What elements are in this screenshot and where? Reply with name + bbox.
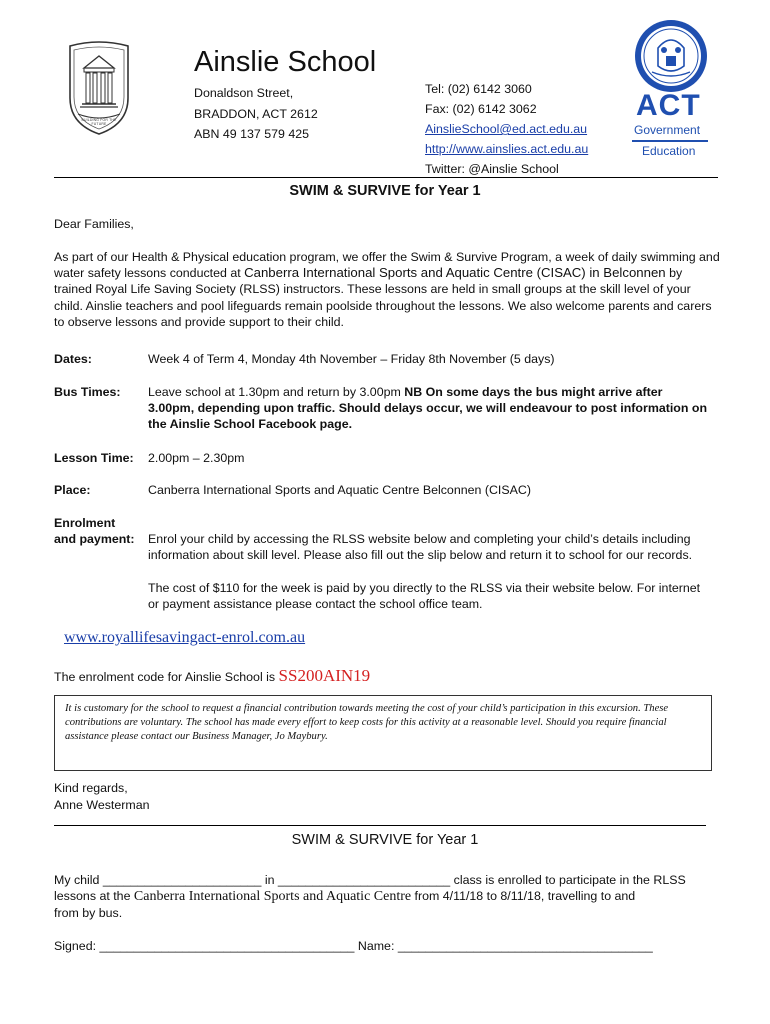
act-logo-divider — [632, 140, 708, 142]
header-divider — [54, 177, 718, 178]
child-name-field[interactable]: _______________________ — [102, 873, 262, 887]
address-line-1: Donaldson Street, — [194, 86, 294, 100]
address-line-2: BRADDON, ACT 2612 — [194, 107, 318, 121]
greeting: Dear Families, — [54, 217, 134, 231]
signature-field[interactable]: _____________________________________ — [99, 939, 355, 953]
class-field[interactable]: _________________________ — [277, 873, 451, 887]
dates-value: Week 4 of Term 4, Monday 4th November – Friday 8th November (5 days) — [148, 352, 555, 366]
act-logo-education: Education — [642, 144, 696, 158]
website-link[interactable]: http://www.ainslies.act.edu.au — [425, 142, 589, 156]
act-logo-text: ACT — [636, 89, 701, 122]
regards: Kind regards, — [54, 781, 128, 795]
name-field[interactable]: _____________________________________ — [397, 939, 653, 953]
signature-line: Signed: _____________________________________ Name: _____________________________________ — [54, 939, 653, 953]
slip-title: SWIM & SURVIVE for Year 1 — [291, 832, 479, 848]
slip-line-3: from by bus. — [54, 906, 123, 920]
bus-times-value: Leave school at 1.30pm and return by 3.00pm NB On some days the bus might arrive after 3.00pm, depending upon traffic. Should delays occur, we will endeavour to post information on the Ainslie School Facebook page. — [148, 385, 708, 432]
email-link[interactable]: AinslieSchool@ed.act.edu.au — [425, 122, 588, 136]
abn: ABN 49 137 579 425 — [194, 127, 310, 141]
slip-divider — [54, 825, 706, 826]
page-title: SWIM & SURVIVE for Year 1 — [289, 183, 481, 199]
contribution-note-box: It is customary for the school to request a financial contribution towards meeting the cost of your child’s participation in this excursion. These contributions are voluntary. The school has made every effort to keep costs for this activity at a reasonable level. Should you require financial assistance please contact our Business Manager, Jo Maybury. — [54, 695, 712, 771]
slip-line-2: lessons at the Canberra International Sports and Aquatic Centre from 4/11/18 to 8/11/18, travelling to and — [54, 889, 636, 904]
place-label: Place: — [54, 483, 91, 497]
telephone: Tel: (02) 6142 3060 — [425, 82, 532, 96]
enrolment-code-line: The enrolment code for Ainslie School is SS200AIN19 — [54, 666, 371, 685]
lesson-time-label: Lesson Time: — [54, 451, 134, 465]
bus-times-label: Bus Times: — [54, 385, 121, 399]
intro-venue: Canberra International Sports and Aquatic Centre (CISAC) in Belconnen — [244, 265, 666, 281]
dates-label: Dates: — [54, 352, 92, 366]
signoff-name: Anne Westerman — [54, 798, 150, 812]
slip-line-1: My child _______________________ in _________________________ class is enrolled to participate in the RLSS — [54, 873, 686, 887]
lesson-time-value: 2.00pm – 2.30pm — [148, 451, 245, 465]
intro-paragraph: As part of our Health & Physical education program, we offer the Swim & Survive Program, a week of daily swimming and water safety lessons conducted at Canberra International Sports and Aquatic Centre (CISAC) in Belconnen by trained Royal Life Saving Society (RLSS) instructors. These lessons are held in small groups at the skill level of your child. Ainslie teachers and pool lifeguards remain poolside throughout the lessons. We also welcome parents and carers to observe lessons and provide support to their child. — [54, 250, 720, 329]
enrolment-label: Enrolment — [54, 516, 116, 530]
enrol-website-link[interactable]: www.royallifesavingact-enrol.com.au — [64, 629, 306, 646]
crest-motto: BUILDING FOR THE FUTURE — [81, 118, 117, 126]
fax: Fax: (02) 6142 3062 — [425, 102, 537, 116]
payment-label: and payment: — [54, 532, 135, 546]
payment-value: The cost of $110 for the week is paid by you directly to the RLSS via their website below. For internet or payment assistance please contact the school office team. — [148, 581, 701, 612]
school-name: Ainslie School — [194, 46, 377, 78]
enrolment-code: SS200AIN19 — [278, 666, 371, 685]
place-value: Canberra International Sports and Aquatic Centre Belconnen (CISAC) — [148, 483, 531, 497]
slip-venue: Canberra International Sports and Aquatic Centre — [133, 889, 412, 904]
act-logo-government: Government — [634, 123, 701, 137]
bus-times-note: NB On some days the bus might arrive after 3.00pm, depending upon traffic. Should delays occur, we will endeavour to post information on the Ainslie School Facebook page. — [148, 385, 708, 432]
enrolment-value: Enrol your child by accessing the RLSS website below and completing your child’s details including information about skill level. Please also fill out the slip below and return it to school for our records. — [148, 532, 693, 563]
twitter-handle: Twitter: @Ainslie School — [425, 162, 559, 176]
